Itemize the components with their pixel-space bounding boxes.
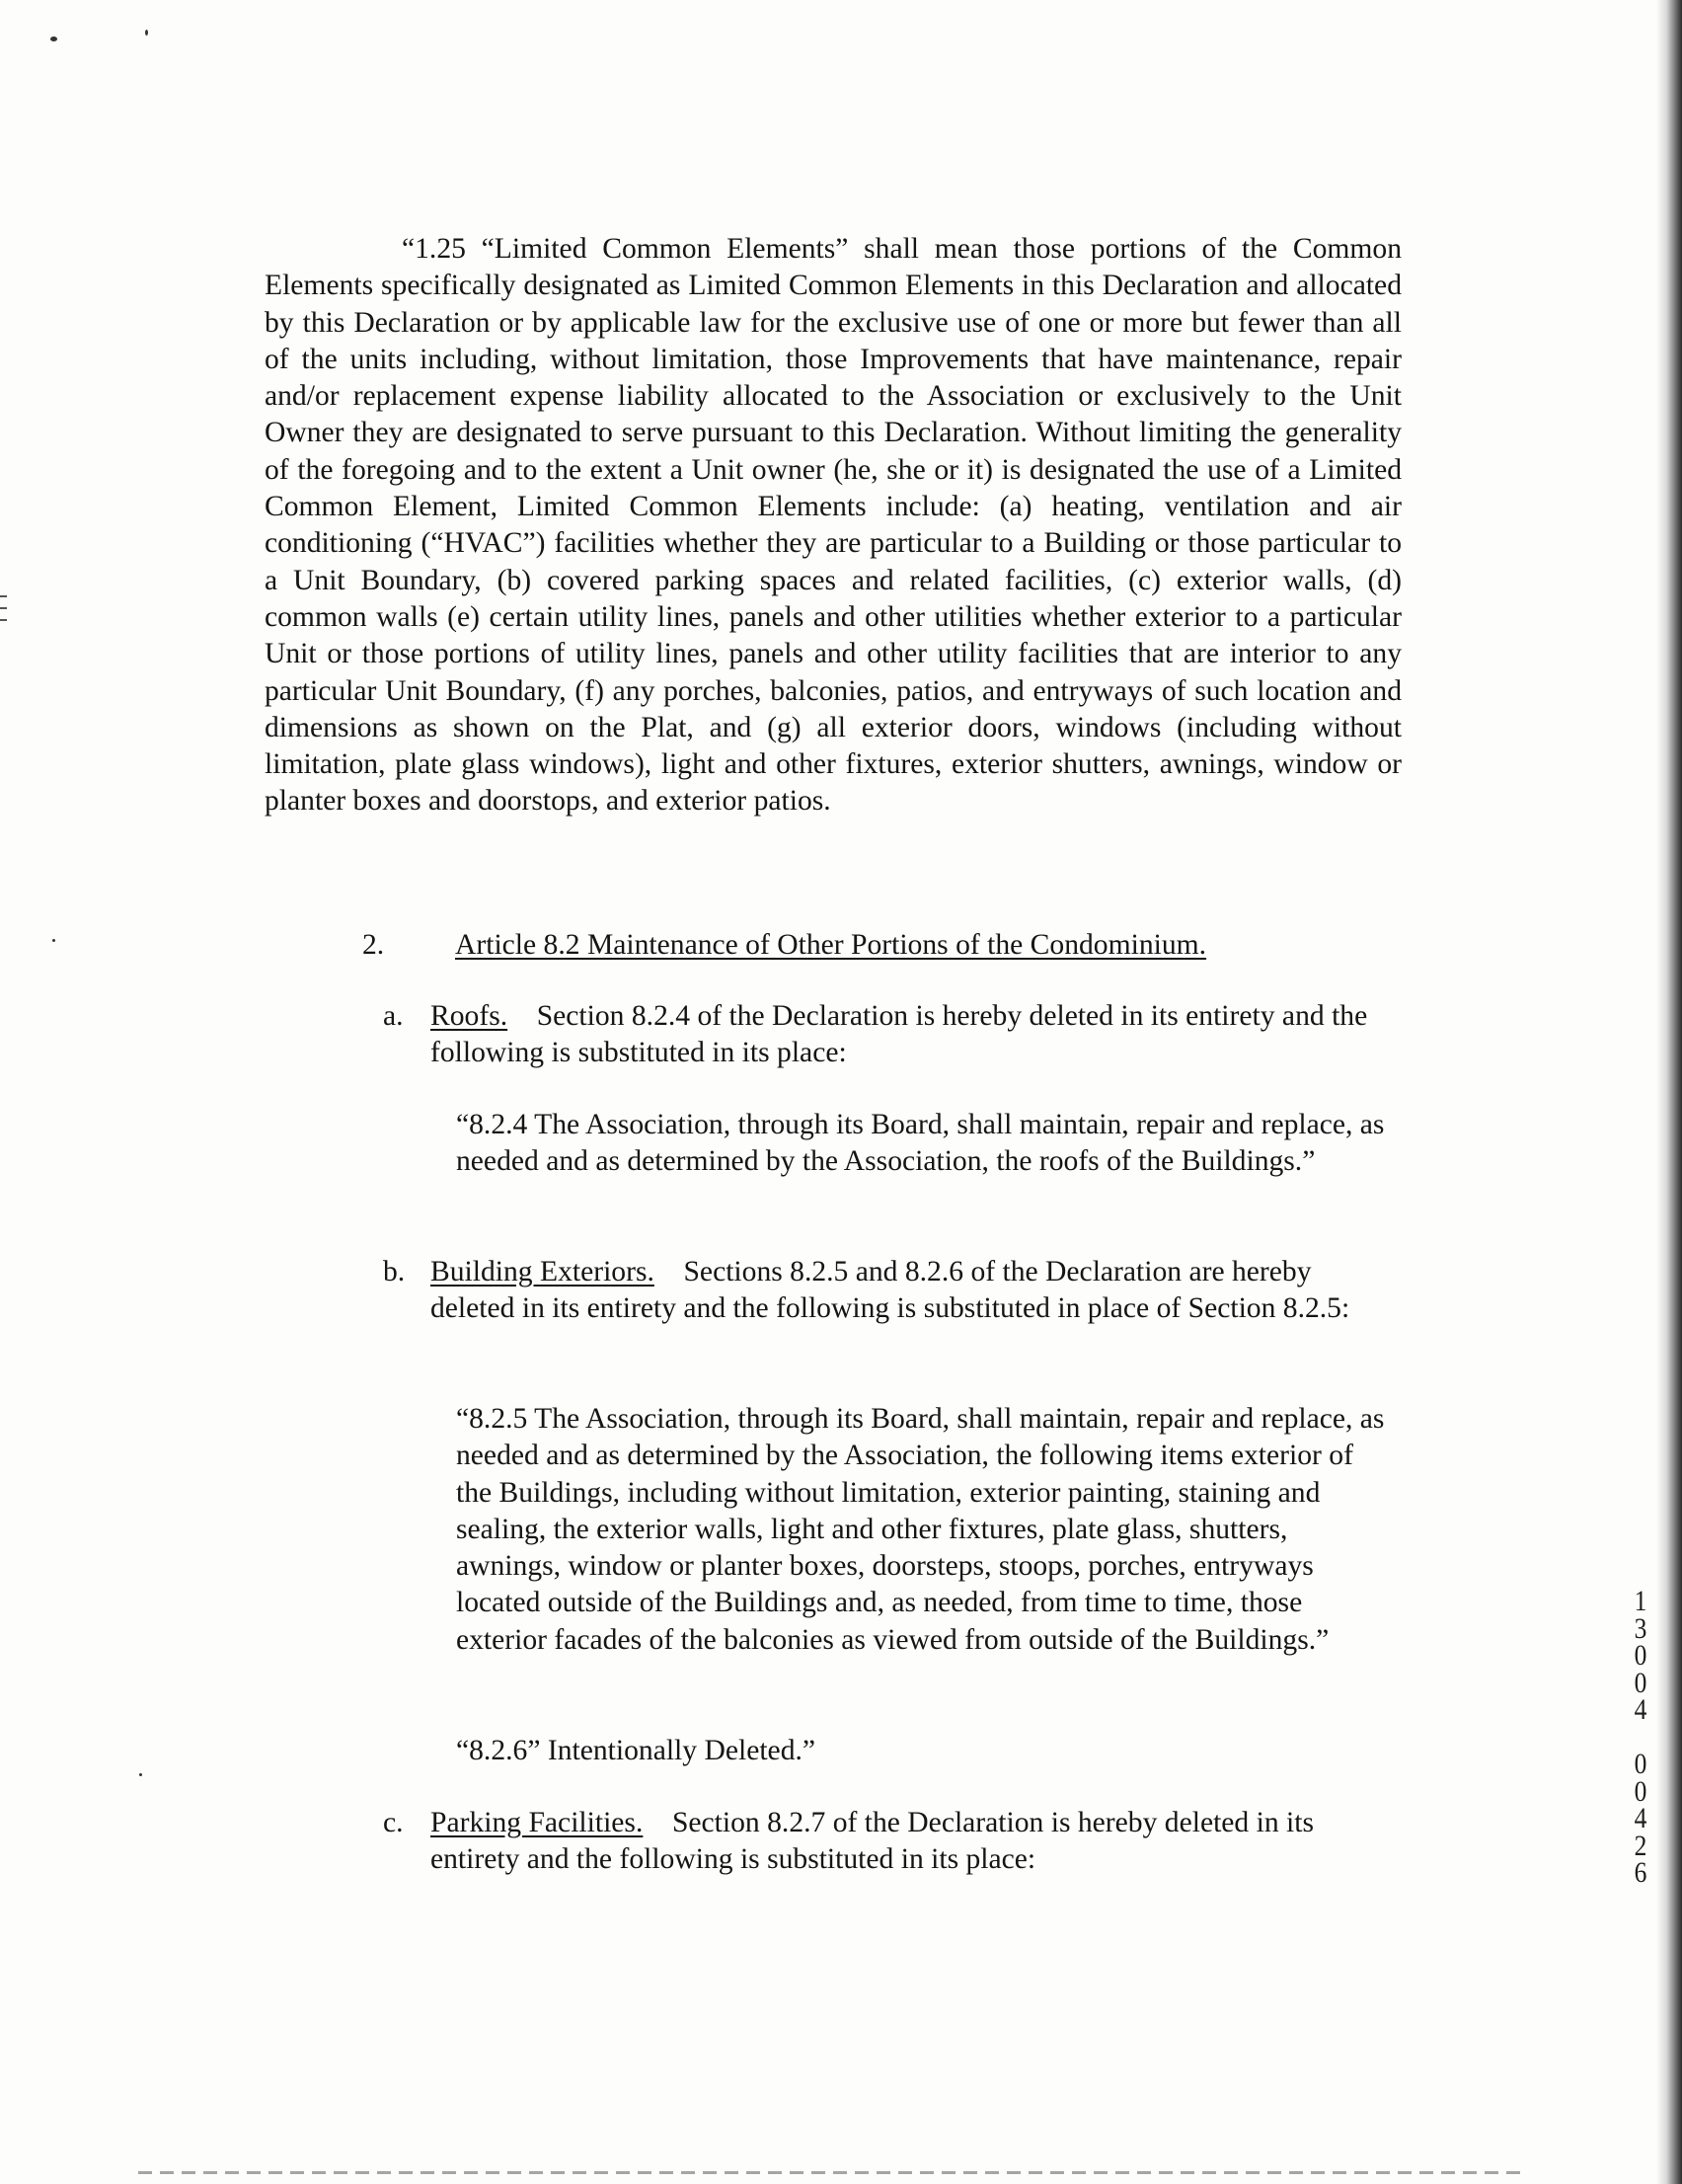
item-marker: b. (383, 1256, 406, 1287)
stamp-char: 2 (1634, 1829, 1647, 1862)
item-title: Building Exteriors. (430, 1256, 654, 1287)
item-text: Section 8.2.4 of the Declaration is hereby deleted in its entirety and the following is substituted in its place: (430, 1000, 1368, 1069)
scan-mark (0, 607, 7, 609)
stamp-char: 6 (1634, 1856, 1647, 1889)
scan-edge-shadow (1656, 0, 1682, 2184)
limited-common-elements-definition: “1.25 “Limited Common Elements” shall mean those portions of the Common Elements specifically designated as Limited Common Elements in this Declaration and allocated by this Declaration or by applicable law for the exclusive use of one or more but fewer than all of the units including, without limitation, those Improvements that have maintenance, repair and/or replacement expense liability allocated to the Association or exclusively to the Unit Owner they are designated to serve pursuant to this Declaration. Without limiting the generality of the foregoing and to the extent a Unit owner (he, she or it) is designated the use of a Limited Common Element, Limited Common Elements include: (a) heating, ventilation and air conditioning (“HVAC”) facilities whether they are particular to a Building or those particular to a Unit Boundary, (b) covered parking spaces and related facilities, (c) exterior walls, (d) common walls (e) certain utility lines, panels and other utilities whether exterior to a particular Unit or those portions of utility lines, panels and other utility facilities that are interior to any particular Unit Boundary, (f) any porches, balconies, patios, and entryways of such location and dimensions as shown on the Plat, and (g) all exterior doors, windows (including without limitation, plate glass windows), light and other fixtures, exterior shutters, awnings, window or planter boxes and doorstops, and exterior patios. (265, 233, 1402, 818)
scan-bottom-artifact (138, 2171, 1520, 2174)
item-body (430, 1254, 1398, 1328)
scan-speck (52, 939, 55, 942)
stamp-char (1624, 1724, 1657, 1752)
item-text: Sections 8.2.5 and 8.2.6 of the Declaration are hereby deleted in its entirety and the following is substituted in place of Section 8.2.5: (430, 1256, 1350, 1325)
section-title: Article 8.2 Maintenance of Other Portions of the Condominium. (455, 929, 1207, 961)
stamp-char: 3 (1634, 1611, 1647, 1645)
item-title: Roofs. (430, 1000, 508, 1032)
stamp-char: 4 (1634, 1693, 1647, 1726)
scan-mark (0, 595, 7, 597)
stamp-char: 4 (1634, 1802, 1647, 1834)
quote-8-2-6: “8.2.6” Intentionally Deleted.” (456, 1735, 816, 1766)
scan-speck (50, 37, 57, 41)
item-marker: a. (383, 1000, 404, 1032)
quote-8-2-4: “8.2.4 The Association, through its Board, shall maintain, repair and replace, as needed and as determined by the Association, the roofs of the Buildings.” (456, 1109, 1385, 1178)
page-stamp-number (1624, 1585, 1657, 1889)
item-body (430, 998, 1398, 1072)
item-title: Parking Facilities. (430, 1807, 644, 1838)
scan-speck (145, 30, 148, 36)
stamp-char: 0 (1634, 1748, 1647, 1780)
stamp-char: 0 (1634, 1774, 1647, 1808)
item-body (430, 1805, 1398, 1879)
stamp-char: 1 (1634, 1585, 1647, 1617)
quote-8-2-5: “8.2.5 The Association, through its Board, shall maintain, repair and replace, as needed and as determined by the Association, the following items exterior of the Buildings, including without limitation, exterior painting, staining and sealing, the exterior walls, light and other fixtures, plate glass, shutters, awnings, window or planter boxes, doorsteps, stoops, porches, entryways located outside of the Buildings and, as needed, from time to time, those exterior facades of the balconies as viewed from outside of the Buildings.” (456, 1403, 1385, 1656)
scan-mark (0, 619, 7, 621)
item-text: Section 8.2.7 of the Declaration is hereby deleted in its entirety and the following is substituted in its place: (430, 1807, 1315, 1876)
stamp-char: 0 (1634, 1666, 1647, 1699)
section-number: 2. (362, 929, 385, 961)
scan-speck (139, 1773, 142, 1776)
item-marker: c. (383, 1807, 404, 1838)
stamp-char: 0 (1634, 1639, 1647, 1672)
